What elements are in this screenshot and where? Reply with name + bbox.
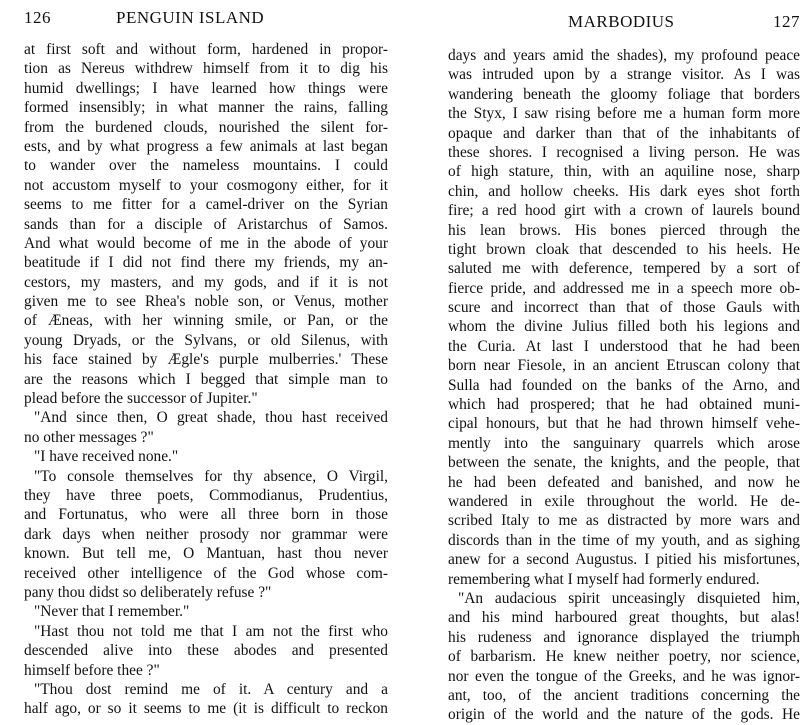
text-line: tight brown cloak that descended to his heels. He	[448, 240, 800, 258]
right-page	[402, 0, 804, 724]
text-line: of high stature, thin, with an aquiline nose, sharp	[448, 163, 800, 181]
text-line: tion as Nereus withdrew himself from it to dig his	[24, 60, 388, 78]
text-line: and Fortunatus, who were all three born in those	[24, 506, 388, 524]
text-line: formed insensibly; in what manner the rains, falling	[24, 99, 388, 117]
right-page-body	[448, 46, 800, 725]
text-line: his face stained by Ægle's purple mulberries.' These	[24, 351, 388, 369]
text-line: the Curia. At last I understood that he had been	[448, 337, 800, 355]
text-line: received other intelligence of the God whose com-	[24, 564, 388, 582]
text-line: was intruded upon by a strange visitor. As I was	[448, 66, 800, 84]
text-line: to wander over the nameless mountains. I could	[24, 157, 388, 175]
text-line: chin, and hollow cheeks. His dark eyes shot forth	[448, 182, 800, 200]
text-line: descended alive into these abodes and presented	[24, 642, 388, 660]
text-line: he had been defeated and banished, and now he	[448, 473, 800, 491]
text-line: discords than in the time of my youth, and as sighing	[448, 531, 800, 549]
text-line: cestors, my masters, and my gods, and if it is not	[24, 273, 388, 291]
text-line: "I have received none."	[34, 448, 179, 466]
running-head: PENGUIN ISLAND	[116, 8, 265, 27]
text-line: dark days when neither prosody nor grammar were	[24, 525, 388, 543]
text-line: "Thou dost remind me of it. A century and a	[34, 680, 388, 698]
text-line: wandering beneath the gloomy foliage that borders	[448, 85, 800, 103]
text-line: given me to see Rhea's noble son, or Venus, mother	[24, 293, 388, 311]
text-line: known. But tell me, O Mantuan, hast thou never	[24, 545, 388, 563]
text-line: fierce pride, and addressed me in a speech more ob-	[448, 279, 800, 297]
text-line: are the reasons which I begged that simple man to	[24, 370, 388, 388]
text-line: young Dryads, or the Sylvans, or old Silenus, with	[24, 331, 388, 349]
text-line: "To console themselves for thy absence, O Virgil,	[34, 467, 388, 485]
text-line: scure and incorrect than that of those Gauls with	[448, 299, 800, 317]
text-line: these shores. I recognised a living person. He was	[448, 143, 800, 161]
text-line: himself before thee ?"	[24, 661, 160, 679]
text-line: no other messages ?"	[24, 428, 154, 446]
text-line: ant, too, of the ancient traditions concerning the	[448, 686, 800, 704]
text-line: days and years amid the shades), my profound peace	[448, 47, 800, 64]
text-line: of barbarism. He knew neither poetry, nor science,	[448, 648, 800, 666]
text-line: wandered in exile throughout the world. He de-	[448, 492, 800, 510]
text-line: origin of the world and the nature of the gods. He	[448, 706, 800, 724]
text-line: "Never that I remember."	[34, 603, 190, 621]
text-line: from the burdened clouds, nourished the silent for-	[24, 118, 388, 136]
left-page-body	[24, 40, 388, 719]
text-line: beatitude if I did not find there my friends, my an-	[24, 254, 388, 272]
text-line: of Æneas, with her winning smile, or Pan, or the	[24, 312, 388, 330]
text-line: which had prospered; that he had obtained muni-	[448, 396, 800, 414]
text-line: not accustom myself to your cosmogony either, for it	[24, 176, 388, 194]
text-line: "Hast thou not told me that I am not the first who	[34, 622, 388, 640]
text-line: plead before the successor of Jupiter."	[24, 390, 258, 408]
text-line: scribed Italy to me as distracted by more wars and	[448, 512, 800, 530]
text-line: they have three poets, Commodianus, Prudentius,	[24, 486, 388, 504]
text-line: "And since then, O great shade, thou hast received	[34, 409, 388, 427]
text-line: half ago, or so it seems to me (it is difficult to reckon	[24, 700, 388, 718]
text-line: his lean brows. His bones pierced through the	[448, 221, 800, 239]
text-line: whom the divine Julius filled both his legions and	[448, 318, 800, 336]
text-line: saluted me with deference, tempered by a sort of	[448, 260, 800, 278]
text-line: And what would become of me in the abode of your	[24, 234, 388, 252]
page-number: 126	[24, 8, 51, 27]
text-line: seems to me fitter for a camel-driver on the Syrian	[24, 196, 388, 214]
text-line: between the senate, the knights, and the people, that	[448, 454, 800, 472]
text-line: nor even the tongue of the Greeks, and he was ignor-	[448, 667, 800, 685]
text-line: at first soft and without form, hardened in propor-	[24, 41, 388, 58]
text-line: remembering what I myself had formerly endured.	[448, 570, 760, 588]
text-line: Sulla had founded on the banks of the Arno, and	[448, 376, 800, 394]
page-number: 127	[773, 12, 800, 31]
text-line: and his mind harboured great thoughts, but alas!	[448, 609, 800, 627]
text-line: pany thou didst so deliberately refuse ?"	[24, 583, 272, 601]
text-line: "An audacious spirit unceasingly disquieted him,	[458, 589, 800, 607]
text-line: fire; a red hood girt with a crown of laurels bound	[448, 202, 800, 220]
text-line: ests, and by what progress a few animals at last began	[24, 137, 388, 155]
text-line: the Styx, I saw rising before me a human form more	[448, 105, 800, 123]
text-line: humid dwellings; I have learned how things were	[24, 79, 388, 97]
text-line: his rudeness and ignorance displayed the triumph	[448, 628, 800, 646]
left-page	[0, 0, 402, 718]
text-line: anew for a second Augustus. I pitied his misfortunes,	[448, 551, 800, 569]
text-line: cipal honours, but that he had thrown himself vehe-	[448, 415, 800, 433]
text-line: sands than for a disciple of Aristarchus of Samos.	[24, 215, 388, 233]
text-line: born near Fiesole, in an ancient Etruscan colony that	[448, 357, 800, 375]
text-line: mently into the sanguinary quarrels which arose	[448, 434, 800, 452]
text-line: opaque and darker than that of the inhabitants of	[448, 124, 800, 142]
running-head: MARBODIUS	[568, 12, 675, 31]
